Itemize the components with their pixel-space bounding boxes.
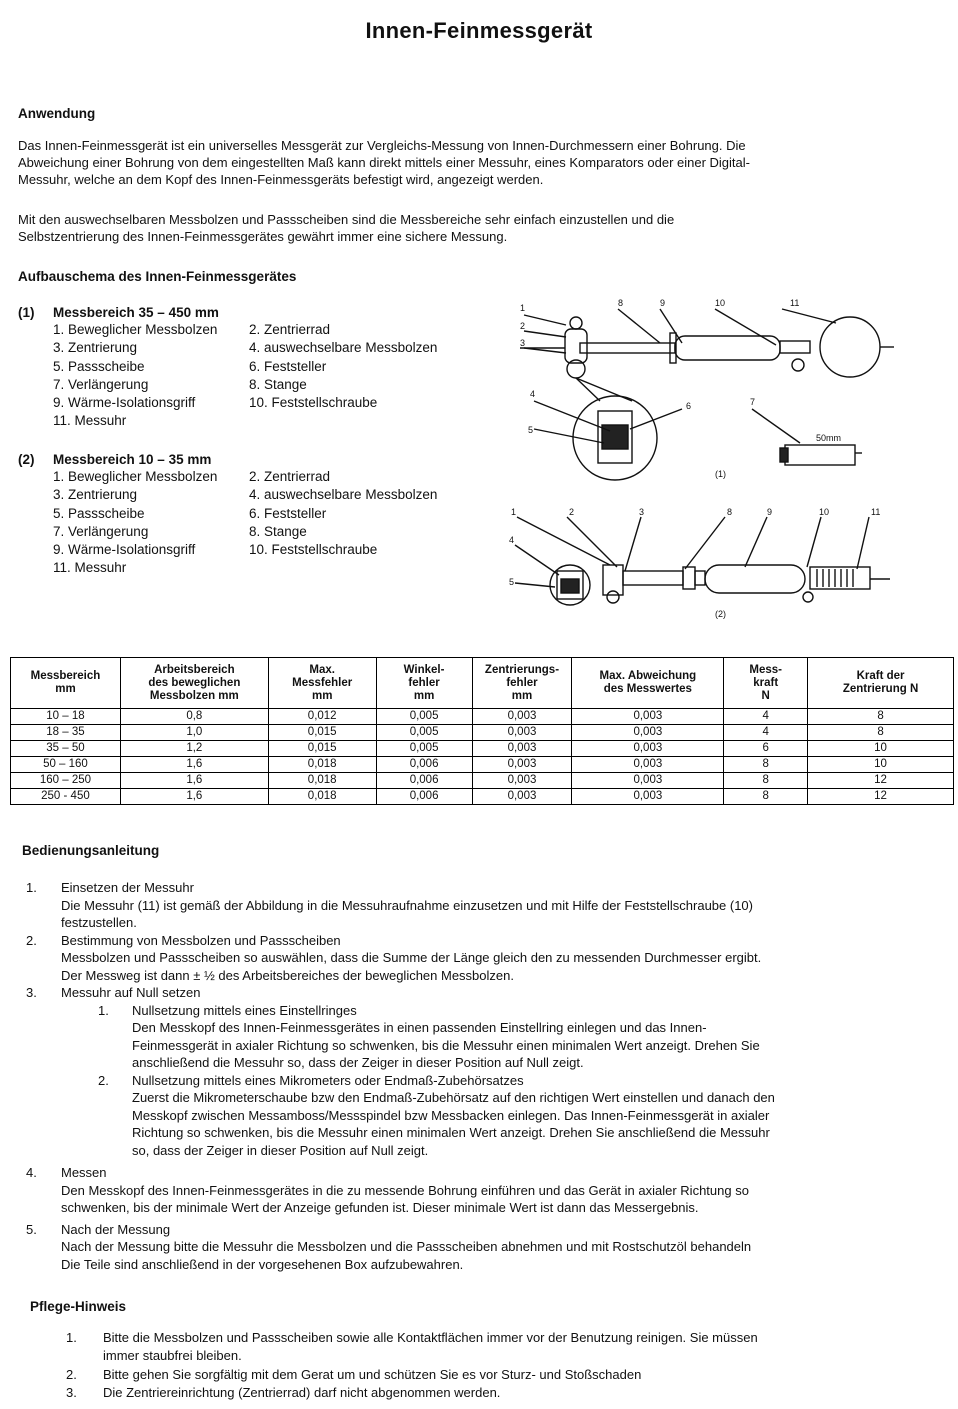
callout-label: 3 [520, 338, 526, 348]
callout-label: 8 [618, 298, 624, 308]
sub-step-number: 2. [98, 1072, 109, 1088]
pflege-heading: Pflege-Hinweis [30, 1299, 127, 1314]
list-item [66, 1366, 946, 1384]
text-line: immer staubfrei bleiben. [103, 1347, 242, 1363]
column-header: Mess- kraft N [724, 658, 808, 709]
text-line: Nach der Messung bitte die Messuhr die Messbolzen und die Passscheiben abnehmen und mit Rostschutzöl behandeln [61, 1239, 752, 1254]
column-header: Arbeitsbereich des beweglichen Messbolzen mm [120, 658, 268, 709]
callout-label: 5 [528, 425, 534, 435]
step-title: Nach der Messung [61, 1221, 171, 1237]
text-line: Das Innen-Feinmessgerät ist ein universelles Messgerät zur Vergleichs-Messung von Innen-Durchmessern einer Bohrung. Die [18, 138, 746, 153]
part-item: 5. Passscheibe [53, 358, 145, 374]
table-row [11, 789, 954, 805]
dimension-label: 50mm [816, 433, 842, 443]
callout-label: 2 [569, 507, 575, 517]
sub-step [98, 1002, 775, 1072]
item-number: 2. [66, 1367, 77, 1382]
part-item: 11. Messuhr [53, 413, 127, 429]
diagram-caption: (2) [715, 609, 726, 619]
list-item [66, 1384, 946, 1402]
column-header: Max. Abweichung des Messwertes [572, 658, 724, 709]
text-line: Messbolzen und Passscheiben so auswählen, dass die Summe der Länge gleich den zu messenden Durchmesser ergibt. [61, 950, 762, 965]
text-line: Den Messkopf des Innen-Feinmessgerätes in die zu messende Bohrung einführen und das Gerät in axialer Richtung so [61, 1182, 749, 1198]
text-line: Die Teile sind anschließend in der vorgesehenen Box aufzubewahren. [61, 1256, 464, 1272]
text-line: Den Messkopf des Innen-Feinmessgerätes in einen passenden Einstellring einlegen und das Innen- [132, 1020, 707, 1035]
instruction-step [26, 1221, 946, 1274]
group-number: (2) [18, 452, 35, 467]
sub-step-title: Nullsetzung mittels eines Einstellringes [132, 1002, 357, 1018]
text-line: Selbstzentrierung des Innen-Feinmessgerätes gewährt immer eine sichere Messung. [18, 229, 508, 244]
part-item: 3. Zentrierung [53, 340, 138, 356]
text-line: anschließend die Messuhr so, dass der Zeiger in dieser Position auf Null zeigt. [132, 1055, 584, 1070]
parts-list [53, 468, 437, 578]
text-line: Der Messweg ist dann ± ½ des Arbeitsbereiches der beweglichen Messbolzen. [61, 967, 514, 983]
text-line: Die Zentriereinrichtung (Zentrierrad) darf nicht abgenommen werden. [103, 1384, 501, 1400]
table-cell: 1,0 [120, 725, 268, 741]
table-row [11, 757, 954, 773]
table-cell: 0,003 [572, 741, 724, 757]
table-cell: 12 [808, 773, 954, 789]
callout-label: 5 [509, 577, 515, 587]
table-cell: 0,018 [268, 757, 376, 773]
part-item: 2. Zentrierrad [249, 469, 331, 484]
table-cell: 50 – 160 [11, 757, 121, 773]
table-cell: 18 – 35 [11, 725, 121, 741]
callout-label: 3 [639, 507, 645, 517]
sub-step-title: Nullsetzung mittels eines Mikrometers oder Endmaß-Zubehörsatzes [132, 1072, 524, 1088]
bedienung-heading: Bedienungsanleitung [22, 843, 160, 858]
part-item: 4. auswechselbare Messbolzen [249, 340, 438, 356]
callout-label: 6 [686, 401, 692, 411]
table-cell: 250 - 450 [11, 789, 121, 805]
callout-label: 9 [660, 298, 666, 308]
text-line: schwenken, bis der minimale Wert der Anzeige gefunden ist. Dieser minimale Wert ist dann das Messergebnis. [61, 1200, 699, 1215]
table-cell: 35 – 50 [11, 741, 121, 757]
table-cell: 0,006 [376, 773, 472, 789]
table-cell: 0,003 [472, 725, 572, 741]
table-cell: 1,6 [120, 773, 268, 789]
column-header: Kraft der Zentrierung N [808, 658, 954, 709]
list-item [66, 1329, 946, 1364]
anwendung-para-1 [18, 137, 750, 188]
step-number: 4. [26, 1165, 37, 1180]
part-item: 8. Stange [249, 376, 307, 392]
table-cell: 12 [808, 789, 954, 805]
callout-label: 2 [520, 321, 526, 331]
table-cell: 160 – 250 [11, 773, 121, 789]
aufbau-heading: Aufbauschema des Innen-Feinmessgerätes [18, 269, 297, 284]
group-number: (1) [18, 305, 35, 320]
instruction-step [26, 1164, 946, 1217]
part-item: 1. Beweglicher Messbolzen [53, 322, 218, 337]
part-item: 1. Beweglicher Messbolzen [53, 469, 218, 484]
step-number: 5. [26, 1221, 37, 1237]
diagram-device-2 [505, 505, 905, 625]
table-cell: 0,003 [572, 773, 724, 789]
step-title: Messen [61, 1165, 107, 1180]
table-header-row [11, 658, 954, 709]
callout-label: 1 [520, 303, 526, 313]
part-item: 6. Feststeller [249, 505, 327, 521]
table-cell: 1,2 [120, 741, 268, 757]
group-title: Messbereich 35 – 450 mm [53, 305, 219, 320]
text-line: Messuhr, welche an dem Kopf des Innen-Feinmessgeräts befestigt wird, angezeigt werden. [18, 172, 544, 187]
table-cell: 8 [808, 709, 954, 725]
text-line: Bitte die Messbolzen und Passscheiben sowie alle Kontaktflächen immer vor der Benutzung reinigen. Sie müssen [103, 1330, 758, 1345]
parts-group-2 [18, 452, 437, 578]
table-cell: 0,003 [572, 757, 724, 773]
table-row [11, 725, 954, 741]
table-row [11, 741, 954, 757]
table-cell: 8 [724, 773, 808, 789]
callout-label: 11 [790, 298, 800, 308]
column-header: Winkel- fehler mm [376, 658, 472, 709]
table-cell: 0,003 [472, 773, 572, 789]
table-cell: 0,018 [268, 773, 376, 789]
column-header: Messbereich mm [11, 658, 121, 709]
part-item: 5. Passscheibe [53, 505, 145, 521]
table-cell: 0,005 [376, 741, 472, 757]
table-cell: 0,003 [472, 709, 572, 725]
callout-label: 10 [819, 507, 830, 517]
callout-label: 11 [871, 507, 881, 517]
callout-label: 9 [767, 507, 773, 517]
table-cell: 1,6 [120, 789, 268, 805]
instruction-step [26, 879, 946, 932]
part-item: 10. Feststellschraube [249, 395, 378, 411]
table-cell: 0,005 [376, 709, 472, 725]
parts-group-header [18, 305, 437, 320]
part-item: 11. Messuhr [53, 560, 127, 576]
page-title: Innen-Feinmessgerät [365, 18, 593, 43]
text-line: Richtung so schwenken, bis die Messuhr einen minimalen Wert anzeigt. Drehen Sie anschließend die Messuhr [132, 1125, 770, 1140]
table-cell: 0,006 [376, 789, 472, 805]
part-item: 4. auswechselbare Messbolzen [249, 487, 438, 503]
text-line: so, dass der Zeiger in dieser Position auf Null zeigt. [132, 1142, 429, 1158]
text-line: festzustellen. [61, 915, 137, 930]
table-row [11, 709, 954, 725]
item-number: 1. [66, 1330, 77, 1345]
table-cell: 10 – 18 [11, 709, 121, 725]
step-number: 2. [26, 932, 37, 948]
part-item: 9. Wärme-Isolationsgriff [53, 542, 196, 558]
callout-label: 4 [530, 389, 536, 399]
diagram-device-1 [510, 293, 910, 493]
instruction-step [26, 932, 946, 985]
table-cell: 0,005 [376, 725, 472, 741]
pflege-list [66, 1329, 946, 1401]
table-cell: 0,003 [572, 709, 724, 725]
table-cell: 10 [808, 741, 954, 757]
table-cell: 0,015 [268, 741, 376, 757]
parts-group-header [18, 452, 437, 467]
text-line: Zuerst die Mikrometerschaube bzw den Endmaß-Zubehörsatz auf den richtigen Wert einstellen und danach den [132, 1090, 775, 1105]
table-cell: 0,015 [268, 725, 376, 741]
group-title: Messbereich 10 – 35 mm [53, 452, 212, 467]
table-cell: 0,018 [268, 789, 376, 805]
sub-step [98, 1072, 775, 1160]
callout-label: 10 [715, 298, 726, 308]
part-item: 7. Verlängerung [53, 376, 149, 392]
anwendung-heading: Anwendung [18, 106, 96, 121]
part-item: 6. Feststeller [249, 358, 327, 374]
spec-table [10, 657, 954, 805]
column-header: Zentrierungs- fehler mm [472, 658, 572, 709]
parts-list [53, 321, 437, 431]
table-cell: 8 [724, 789, 808, 805]
step-title: Bestimmung von Messbolzen und Passscheiben [61, 932, 341, 948]
item-number: 3. [66, 1384, 77, 1400]
instruction-step [26, 984, 946, 1159]
table-cell: 0,012 [268, 709, 376, 725]
table-cell: 0,003 [472, 757, 572, 773]
text-line: Mit den auswechselbaren Messbolzen und Passscheiben sind die Messbereiche sehr einfach einzustellen und die [18, 212, 675, 227]
part-item: 9. Wärme-Isolationsgriff [53, 395, 196, 411]
table-cell: 4 [724, 709, 808, 725]
text-line: Feinmessgerät in axialer Richtung so schwenken, bis die Messuhr einen minimalen Wert anzeigt. Drehen Sie [132, 1037, 760, 1053]
callout-label: 7 [750, 397, 756, 407]
table-cell: 0,003 [572, 725, 724, 741]
part-item: 7. Verlängerung [53, 523, 149, 539]
callout-label: 8 [727, 507, 733, 517]
text-line: Abweichung einer Bohrung von dem eingestellten Maß kann direkt mittels einer Messuhr, eines Komparators oder einer Digital- [18, 155, 750, 170]
table-cell: 6 [724, 741, 808, 757]
anwendung-para-2 [18, 211, 674, 245]
table-row [11, 773, 954, 789]
diagram-caption: (1) [715, 469, 726, 479]
callout-label: 1 [511, 507, 517, 517]
part-item: 3. Zentrierung [53, 487, 138, 503]
part-item: 2. Zentrierrad [249, 322, 331, 337]
table-cell: 10 [808, 757, 954, 773]
table-cell: 0,003 [572, 789, 724, 805]
table-cell: 1,6 [120, 757, 268, 773]
text-line: Bitte gehen Sie sorgfältig mit dem Gerat um und schützen Sie es vor Sturz- und Stoßschaden [103, 1367, 642, 1382]
table-cell: 4 [724, 725, 808, 741]
column-header: Max. Messfehler mm [268, 658, 376, 709]
instructions [26, 879, 946, 1273]
table-cell: 0,006 [376, 757, 472, 773]
part-item: 10. Feststellschraube [249, 542, 378, 558]
sub-step-number: 1. [98, 1002, 109, 1018]
table-cell: 8 [724, 757, 808, 773]
parts-group-1 [18, 305, 437, 431]
table-cell: 0,8 [120, 709, 268, 725]
step-title: Einsetzen der Messuhr [61, 880, 194, 895]
table-cell: 0,003 [472, 741, 572, 757]
table-cell: 0,003 [472, 789, 572, 805]
step-number: 3. [26, 985, 37, 1000]
callout-label: 4 [509, 535, 515, 545]
text-line: Die Messuhr (11) ist gemäß der Abbildung in die Messuhraufnahme einzusetzen und mit Hilfe der Feststellschraube (10) [61, 897, 753, 913]
table-cell: 8 [808, 725, 954, 741]
text-line: Messkopf zwischen Messamboss/Messspindel bzw Messbacken einlegen. Das Innen-Feinmessgerät in axialer [132, 1107, 770, 1123]
part-item: 8. Stange [249, 523, 307, 539]
step-number: 1. [26, 880, 37, 895]
step-title: Messuhr auf Null setzen [61, 985, 201, 1000]
